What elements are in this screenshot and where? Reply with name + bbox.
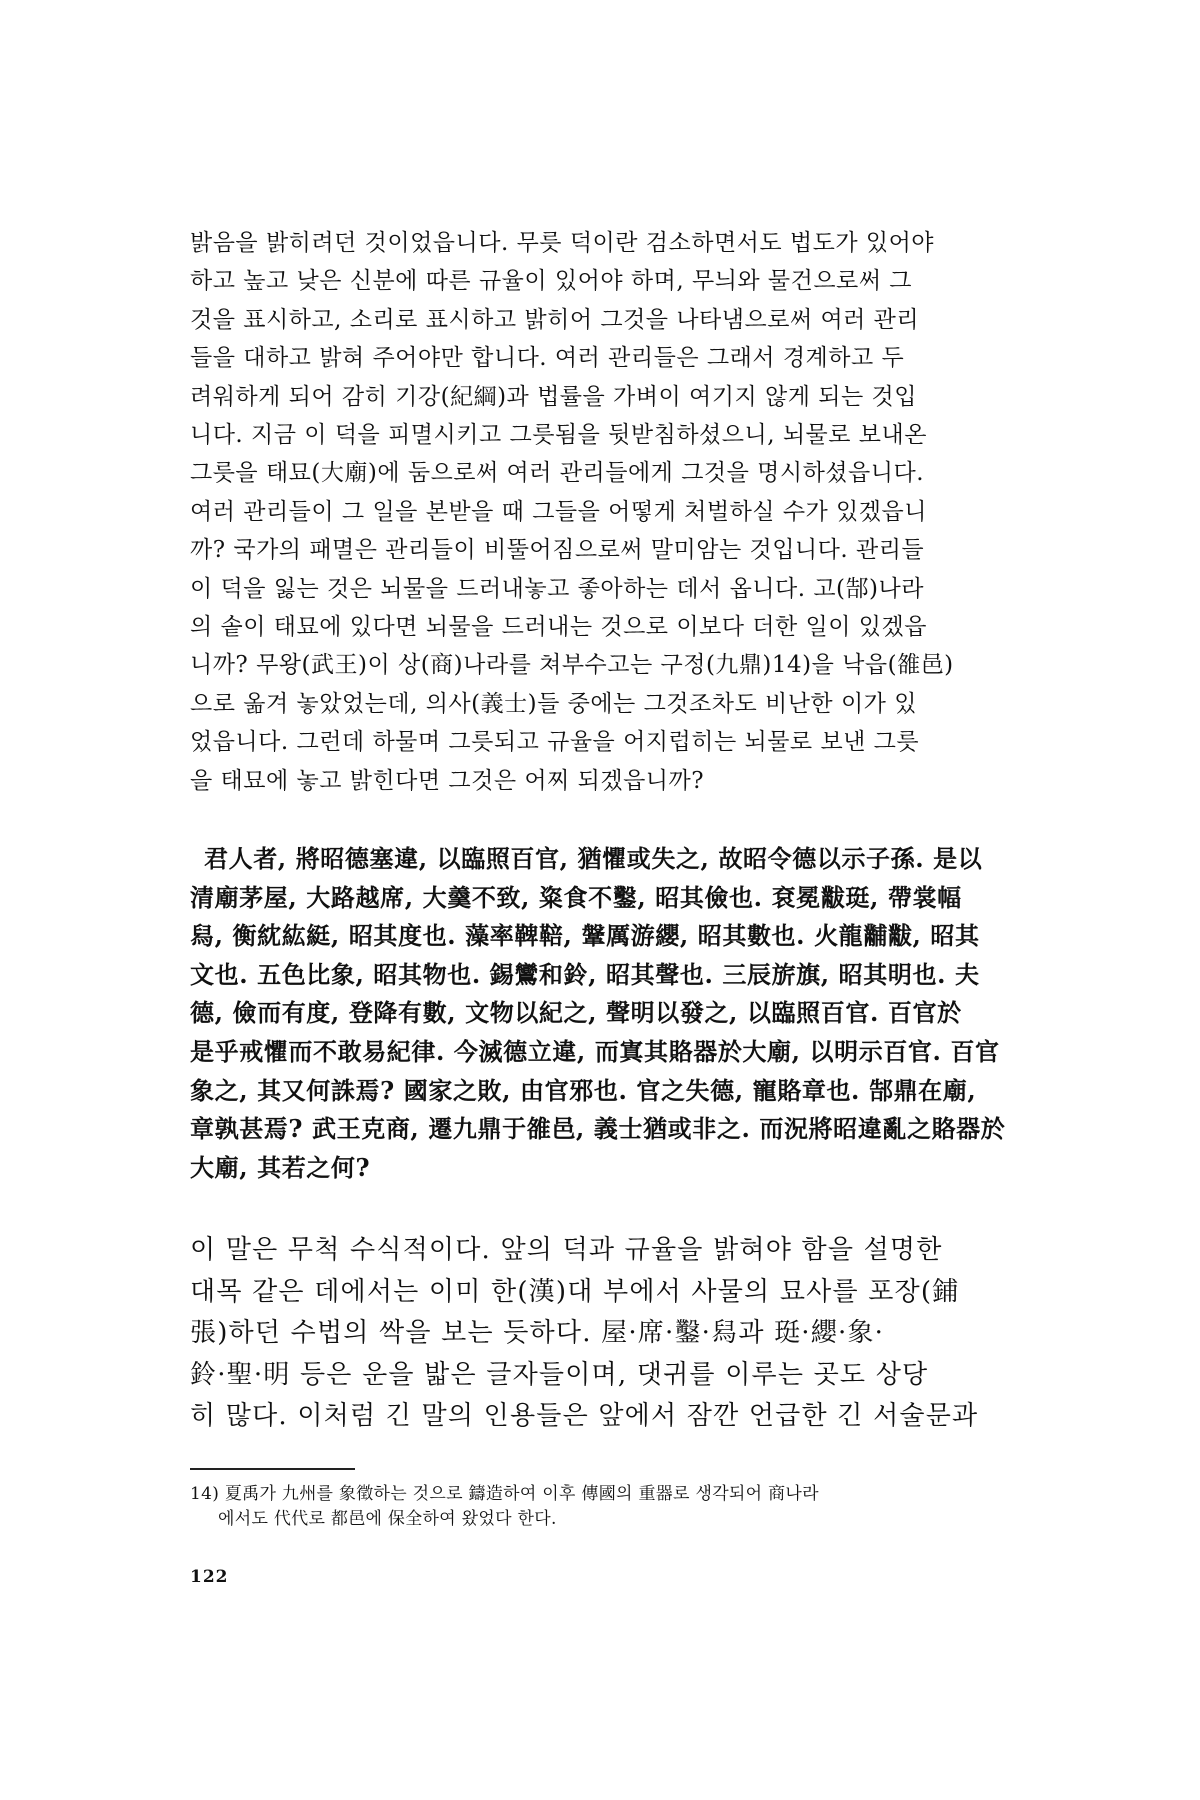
- quote-line: 德, 儉而有度, 登降有數, 文物以紀之, 聲明以發之, 以臨照百官. 百官於: [190, 998, 962, 1028]
- text-line: 을 태묘에 놓고 밝힌다면 그것은 어찌 되겠읍니까?: [190, 767, 705, 794]
- text-line: 여러 관리들이 그 일을 본받을 때 그들을 어떻게 처벌하실 수가 있겠읍니: [190, 498, 927, 525]
- text-line: 니까? 무왕(武王)이 상(商)나라를 쳐부수고는 구정(九鼎)14)을 낙읍(雒邑): [190, 652, 954, 679]
- text-line: 張)하던 수법의 싹을 보는 듯하다. 屋·席·鑿·舄과 珽·纓·象·: [190, 1318, 885, 1348]
- text-line: 려워하게 되어 감히 기강(紀綱)과 법률을 가벼이 여기지 않게 되는 것입: [190, 383, 917, 410]
- body-paragraph-commentary: [190, 1230, 990, 1438]
- text-line: 대목 같은 데에서는 이미 한(漢)대 부에서 사물의 묘사를 포장(鋪: [190, 1276, 960, 1307]
- quote-line: 章孰甚焉? 武王克商, 遷九鼎于雒邑, 義士猶或非之. 而況將昭違亂之賂器於: [190, 1114, 1006, 1144]
- quote-line: 清廟茅屋, 大路越席, 大羹不致, 粢食不鑿, 昭其儉也. 袞冕黻珽, 帶裳幅: [190, 882, 962, 912]
- page-number: 122: [190, 1567, 229, 1587]
- text-line: 까? 국가의 패멸은 관리들이 비뚤어짐으로써 말미암는 것입니다. 관리들: [190, 537, 925, 564]
- text-line: 그릇을 태묘(大廟)에 둠으로써 여러 관리들에게 그것을 명시하셨읍니다.: [190, 460, 925, 487]
- classical-chinese-quotation: [190, 840, 1006, 1187]
- text-line: 것을 표시하고, 소리로 표시하고 밝히어 그것을 나타냄으로써 여러 관리: [190, 306, 920, 333]
- text-line: 들을 대하고 밝혀 주어야만 합니다. 여러 관리들은 그래서 경계하고 두: [190, 345, 905, 372]
- text-line: 鈴·聖·明 등은 운을 밟은 글자들이며, 댓귀를 이루는 곳도 상당: [190, 1359, 929, 1390]
- quote-line: 是乎戒懼而不敢易紀律. 今滅德立違, 而寘其賂器於大廟, 以明示百官. 百官: [190, 1036, 1000, 1066]
- text-line: 밝음을 밝히려던 것이었읍니다. 무릇 덕이란 검소하면서도 법도가 있어야: [190, 230, 935, 256]
- body-paragraph-korean-translation: [190, 224, 990, 800]
- text-line: 니다. 지금 이 덕을 피멸시키고 그릇됨을 뒷받침하셨으니, 뇌물로 보내온: [190, 422, 927, 449]
- footnote-line: 14) 夏禹가 九州를 象徵하는 것으로 鑄造하여 이후 傳國의 重器로 생각되어 商나라: [190, 1484, 819, 1504]
- footnote-line: 에서도 代代로 都邑에 保全하여 왔었다 한다.: [218, 1509, 557, 1529]
- text-line: 의 솥이 태묘에 있다면 뇌물을 드러내는 것으로 이보다 더한 일이 있겠읍: [190, 614, 927, 641]
- footnote-divider: [190, 1468, 355, 1470]
- footnote: [190, 1482, 990, 1532]
- quote-line: 舄, 衡紞紘綎, 昭其度也. 藻率鞞鞛, 鞶厲游纓, 昭其數也. 火龍黼黻, 昭其: [190, 921, 980, 951]
- quote-line: 文也. 五色比象, 昭其物也. 錫鸞和鈴, 昭其聲也. 三辰旂旗, 昭其明也. 夫: [190, 959, 980, 989]
- text-line: 하고 높고 낮은 신분에 따른 규율이 있어야 하며, 무늬와 물건으로써 그: [190, 268, 913, 295]
- text-line: 히 많다. 이처럼 긴 말의 인용들은 앞에서 잠깐 언급한 긴 서술문과: [190, 1401, 979, 1431]
- text-line: 이 덕을 잃는 것은 뇌물을 드러내놓고 좋아하는 데서 옵니다. 고(郜)나라: [190, 575, 924, 602]
- quote-line: 君人者, 將昭德塞違, 以臨照百官, 猶懼或失之, 故昭令德以示子孫. 是以: [204, 844, 983, 873]
- quote-line: 象之, 其又何誅焉? 國家之敗, 由官邪也. 官之失德, 寵賂章也. 郜鼎在廟,: [190, 1075, 977, 1105]
- text-line: 이 말은 무척 수식적이다. 앞의 덕과 규율을 밝혀야 함을 설명한: [190, 1235, 943, 1265]
- text-line: 으로 옮겨 놓았었는데, 의사(義士)들 중에는 그것조차도 비난한 이가 있: [190, 690, 917, 717]
- quote-line: 大廟, 其若之何?: [190, 1152, 371, 1182]
- text-line: 었읍니다. 그런데 하물며 그릇되고 규율을 어지럽히는 뇌물로 보낸 그릇: [190, 729, 920, 756]
